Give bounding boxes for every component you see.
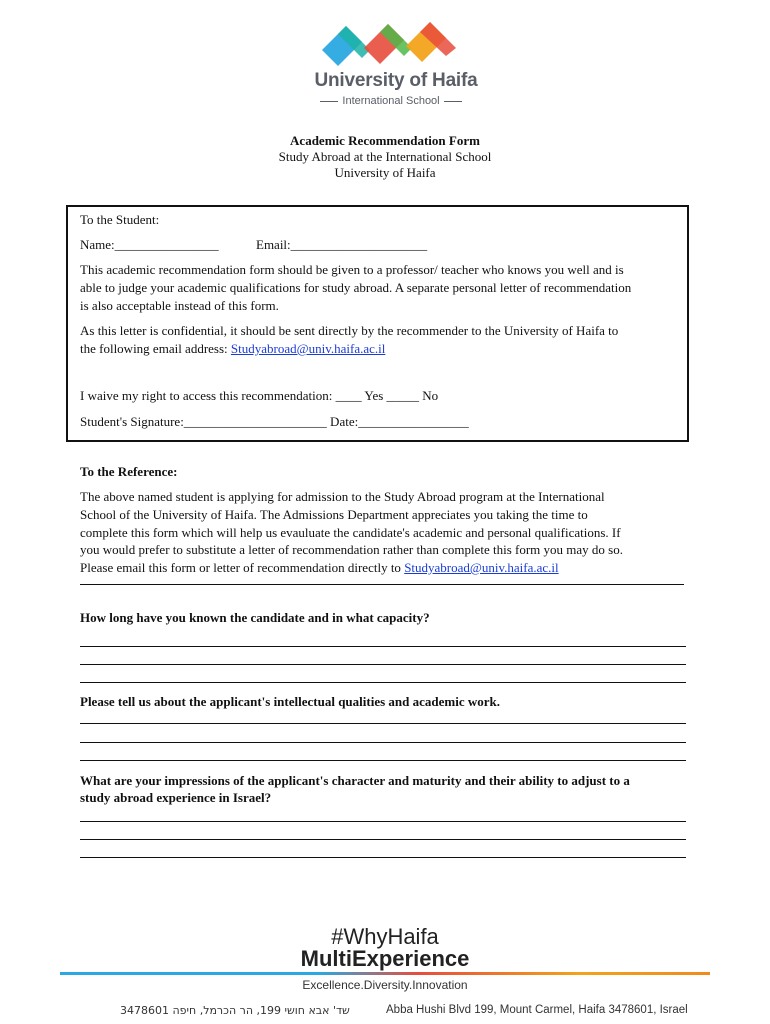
answer-line[interactable] bbox=[80, 857, 686, 858]
student-instructions-line: able to judge your academic qualifications for study abroad. A separate personal letter of recommendation bbox=[80, 280, 632, 295]
footer-address-english: Abba Hushi Blvd 199, Mount Carmel, Haifa 3478601, Israel bbox=[386, 1004, 688, 1016]
footer-multiexperience: MultiExperience bbox=[300, 946, 470, 971]
confidential-note-line bbox=[80, 340, 385, 358]
reference-paragraph-line: complete this form which will help us evauluate the candidate's academic and personal qualifications. If bbox=[80, 525, 621, 540]
reference-heading: To the Reference: bbox=[80, 464, 178, 479]
student-signature-field[interactable]: Student's Signature:______________________ Date:_________________ bbox=[80, 414, 469, 429]
logo-rule-right bbox=[444, 101, 462, 102]
section-divider bbox=[80, 584, 684, 585]
answer-line[interactable] bbox=[80, 723, 686, 724]
logo-rule-left bbox=[320, 101, 338, 102]
reference-email-prefix: Please email this form or letter of recommendation directly to bbox=[80, 560, 401, 575]
student-instructions-line: This academic recommendation form should be given to a professor/ teacher who knows you well and is bbox=[80, 262, 624, 277]
answer-line[interactable] bbox=[80, 760, 686, 761]
question-3-continued: study abroad experience in Israel? bbox=[80, 790, 272, 805]
university-logo-mark-icon bbox=[316, 20, 462, 72]
footer-hashtag: #WhyHaifa bbox=[331, 924, 439, 949]
form-subtitle-program: Study Abroad at the International School bbox=[278, 149, 492, 164]
logo-subtitle bbox=[320, 94, 462, 108]
footer-address-hebrew: שד' אבא חושי 199, הר הכרמל, חיפה 3478601 bbox=[120, 1004, 350, 1017]
answer-line[interactable] bbox=[80, 682, 686, 683]
answer-line[interactable] bbox=[80, 821, 686, 822]
logo-subtitle-text: International School bbox=[342, 95, 440, 107]
student-instructions-line: is also acceptable instead of this form. bbox=[80, 298, 279, 313]
form-title: Academic Recommendation Form bbox=[290, 133, 480, 148]
answer-line[interactable] bbox=[80, 742, 686, 743]
reference-paragraph-line: The above named student is applying for admission to the Study Abroad program at the International bbox=[80, 489, 605, 504]
confidential-note-line: As this letter is confidential, it should be sent directly by the recommender to the University of Haifa to bbox=[80, 323, 619, 338]
answer-line[interactable] bbox=[80, 646, 686, 647]
reference-paragraph-line bbox=[80, 559, 559, 577]
logo-university-name: University of Haifa bbox=[314, 70, 478, 91]
footer-color-bar bbox=[60, 972, 710, 975]
answer-line[interactable] bbox=[80, 839, 686, 840]
answer-line[interactable] bbox=[80, 664, 686, 665]
question-1: How long have you known the candidate and in what capacity? bbox=[80, 610, 430, 625]
student-email-field[interactable]: Email:_____________________ bbox=[256, 237, 428, 252]
waiver-statement[interactable]: I waive my right to access this recommendation: ____ Yes _____ No bbox=[80, 388, 439, 403]
reference-email-link[interactable]: Studyabroad@univ.haifa.ac.il bbox=[404, 560, 559, 575]
form-subtitle-university: University of Haifa bbox=[334, 165, 436, 180]
footer-tagline: Excellence.Diversity.Innovation bbox=[302, 978, 468, 992]
student-heading: To the Student: bbox=[80, 212, 160, 227]
confidential-note-prefix: the following email address: bbox=[80, 341, 228, 356]
reference-paragraph-line: you would prefer to substitute a letter of recommendation rather than complete this form you may do so. bbox=[80, 542, 623, 557]
studyabroad-email-link[interactable]: Studyabroad@univ.haifa.ac.il bbox=[230, 341, 386, 356]
question-2: Please tell us about the applicant's intellectual qualities and academic work. bbox=[80, 694, 500, 709]
student-name-field[interactable]: Name:________________ bbox=[80, 237, 219, 252]
reference-paragraph-line: School of the University of Haifa. The Admissions Department appreciates you taking the time to bbox=[80, 507, 588, 522]
question-3: What are your impressions of the applicant's character and maturity and their ability to adjust to a bbox=[80, 773, 630, 788]
